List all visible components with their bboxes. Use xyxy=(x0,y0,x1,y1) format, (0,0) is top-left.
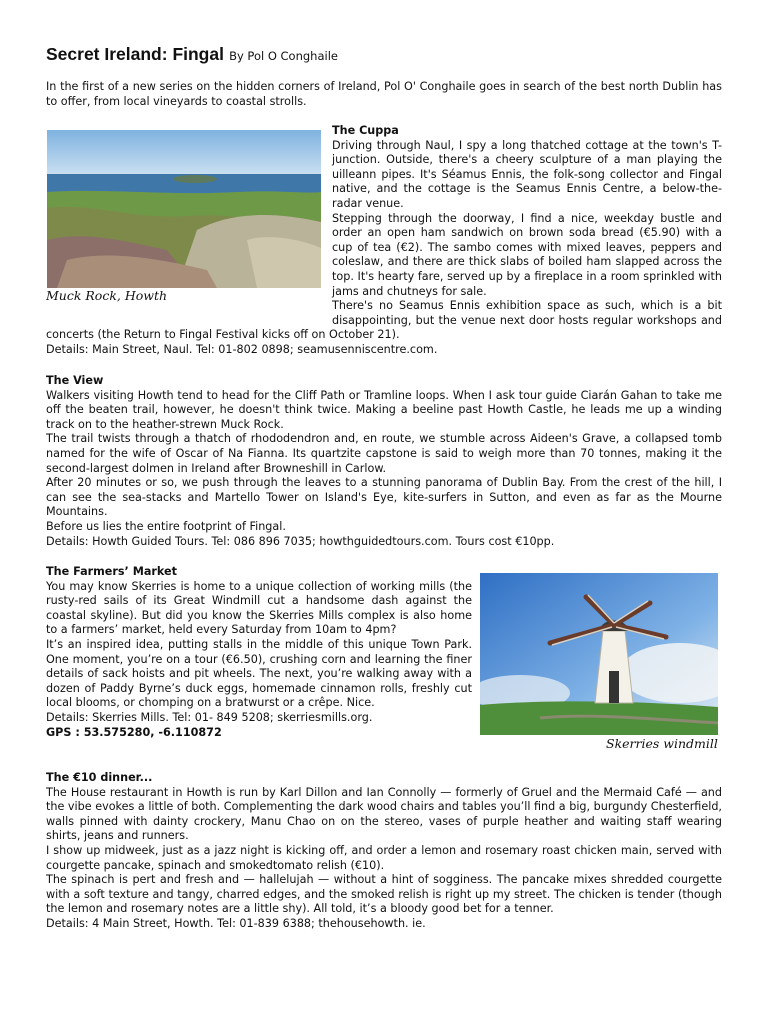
section-heading: The Farmers’ Market xyxy=(46,565,177,578)
article-byline: By Pol O Conghaile xyxy=(229,49,338,63)
section-heading: The €10 dinner... xyxy=(46,771,153,784)
paragraph: There's no Seamus Ennis exhibition space as such, which is a bit disappointing, but the venue next door hosts regular workshops and concerts (the Return to Fingal Festival kicks off on October 21). xyxy=(46,299,722,342)
details-line: Details: 4 Main Street, Howth. Tel: 01-839 6388; thehousehowth. ie. xyxy=(46,916,426,930)
title-line xyxy=(46,44,338,65)
gps-line: GPS : 53.575280, -6.110872 xyxy=(46,725,222,739)
paragraph: You may know Skerries is home to a unique collection of working mills (the rusty-red sails of its Great Windmill cut a handsome dash against the coastal skyline). But did you know the Skerries Mills complex is also home to a farmers’ market, held every Saturday from 10am to 4pm? xyxy=(46,579,472,637)
paragraph: It’s an inspired idea, putting stalls in the middle of this unique Town Park. One moment, you’re on a tour (€6.50), crushing corn and learning the finer details of sack hoists and pit wheels. The next, you’re walking away with a dozen of Paddy Byrne’s duck eggs, homemade cinnamon rolls, freshly cut local blooms, or chomping on a bratwurst or a crêpe. Nice. xyxy=(46,637,472,710)
section-heading: The View xyxy=(46,374,104,387)
paragraph: Walkers visiting Howth tend to head for the Cliff Path or Tramline loops. When I ask tour guide Ciarán Gahan to take me off the beaten trail, however, he doesn't think twice. Making a beeline past Howth Castle, he leads me up a winding track on to the heather-strewn Muck Rock. xyxy=(46,388,722,431)
article-intro: In the first of a new series on the hidden corners of Ireland, Pol O' Conghaile goes in search of the best north Dublin has to offer, from local vineyards to coastal strolls. xyxy=(46,80,722,108)
paragraph: Stepping through the doorway, I find a nice, weekday bustle and order an open ham sandwich on brown soda bread (€5.90) with a cup of tea (€2). The sambo comes with mixed leaves, peppers and coleslaw, and there are thick slabs of boiled ham slapped across the top. It's hearty fare, served up by a fireplace in a room sprinkled with jams and chutneys for sale. xyxy=(332,211,722,298)
paragraph: The spinach is pert and fresh and — hallelujah — without a hint of sogginess. The pancake mixes shredded courgette with a soft texture and tangy, charred edges, and the smoked relish is right up my street. The chicken is tender (though the lemon and rosemary notes are a little shy). All told, it’s a bloody good bet for a tenner. xyxy=(46,873,722,916)
windmill-caption: Skerries windmill xyxy=(606,736,718,751)
section-heading: The Cuppa xyxy=(332,124,399,137)
details-line: Details: Howth Guided Tours. Tel: 086 896 7035; howthguidedtours.com. Tours cost €10pp. xyxy=(46,534,555,548)
muck-rock-photo xyxy=(47,130,321,288)
section-view xyxy=(46,374,722,549)
paragraph: Driving through Naul, I spy a long thatched cottage at the town's T-junction. Outside, there's a cheery sculpture of a man playing the uilleann pipes. It's Séamus Ennis, the folk-song collector and Fingal native, and the cottage is the Seamus Ennis Centre, a below-the-radar venue. xyxy=(332,138,722,210)
paragraph: I show up midweek, just as a jazz night is kicking off, and order a lemon and rosemary roast chicken main, served with courgette pancake, spinach and smokedtomato relish (€10). xyxy=(46,843,722,872)
details-line: Details: Main Street, Naul. Tel: 01-802 0898; seamusenniscentre.com. xyxy=(46,342,438,356)
paragraph: After 20 minutes or so, we push through the leaves to a stunning panorama of Dublin Bay. From the crest of the hill, I can see the sea-stacks and Martello Tower on Island's Eye, kite-surfers in Sutton, and even as far as the Mourne Mountains. xyxy=(46,476,722,519)
details-line: Details: Skerries Mills. Tel: 01- 849 5208; skerriesmills.org. xyxy=(46,710,373,724)
paragraph: The trail twists through a thatch of rhododendron and, en route, we stumble across Aideen's Grave, a collapsed tomb named for the wife of Oscar of Na Fianna. Its quartzite capstone is said to weigh more than 70 tonnes, making it the second-largest dolmen in Ireland after Browneshill in Carlow. xyxy=(46,432,722,475)
article-title: Secret Ireland: Fingal xyxy=(46,44,224,64)
paragraph: Before us lies the entire footprint of Fingal. xyxy=(46,519,286,533)
muck-rock-caption: Muck Rock, Howth xyxy=(46,288,168,303)
section-dinner xyxy=(46,771,722,932)
paragraph: The House restaurant in Howth is run by Karl Dillon and Ian Connolly — formerly of Gruel and the Mermaid Café — and the vibe evokes a little of both. Complementing the dark wood chairs and tables you’ll find a big, burgundy Chesterfield, walls pinned with dainty crockery, Manu Chao on on the stereo, vases of purple heather and waiting staff wearing shirts, jeans and runners. xyxy=(46,785,722,843)
windmill-photo xyxy=(480,573,718,735)
